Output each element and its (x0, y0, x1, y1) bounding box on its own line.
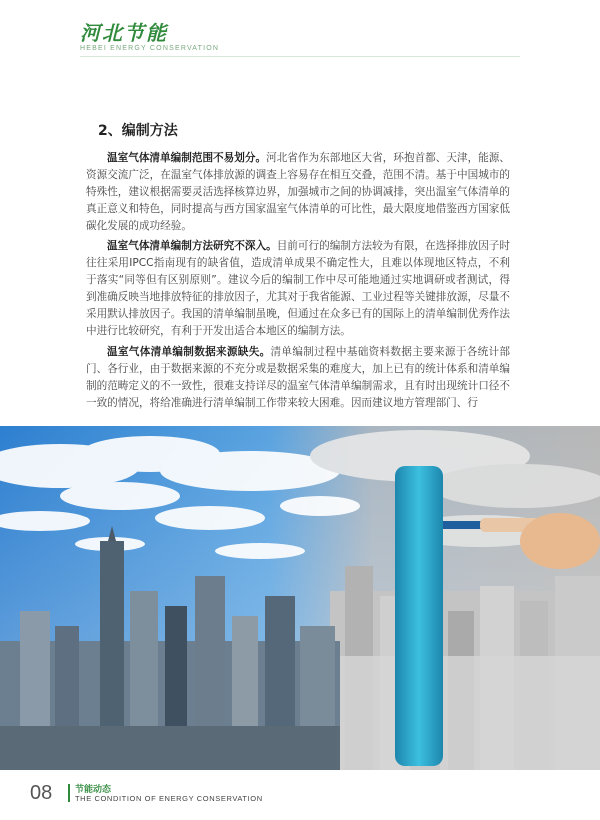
header (80, 22, 219, 52)
paragraph-scope (86, 150, 510, 235)
section-title: 2、编制方法 (98, 123, 178, 139)
photo-illustration (0, 426, 600, 770)
paragraph-lead: 温室气体清单编制数据来源缺失。 (107, 346, 271, 358)
paragraph-method (86, 238, 510, 341)
logo-subtitle: HEBEI ENERGY CONSERVATION (80, 45, 220, 52)
footer-column-subtitle: THE CONDITION OF ENERGY CONSERVATION (75, 794, 263, 803)
header-divider (80, 56, 520, 57)
paragraph-data-source (86, 344, 510, 412)
page-number: 08 (30, 782, 53, 804)
paragraph-body: 河北省作为东部地区大省，环抱首都、天津，能源、资源交流广泛，在温室气体排放源的调查上容易存在相互交叠，范围不清。基于中国城市的特殊性，建议根据需要灵活选择核算边界，加强城市之间的协调减排，突出温室气体清单的真正意义和特色，同时提高与西方国家温室气体清单的可比性，最大限度地借鉴西方国家低碳化发展的成功经验。 (86, 152, 511, 233)
footer-column-title: 节能动态 (75, 785, 112, 795)
grey-city (300, 566, 600, 770)
city-roller-photo (0, 426, 600, 770)
paragraph-lead: 温室气体清单编制方法研究不深入。 (107, 240, 277, 252)
logo-title: 河北节能 (80, 21, 168, 45)
footer-divider (68, 784, 70, 802)
paragraph-body: 目前可行的编制方法较为有限，在选择排放因子时往往采用IPCC指南现有的缺省值，造成清单成果不确定性大，且难以体现地区特点，不利于落实“同等但有区别原则”。建议今后的编制工作中尽可能地通过实地调研或者测试，得到准确反映当地排放特征的排放因子，尤其对于我省能源、工业过程等关键排放源，尽量不采用默认排放因子。我国的清单编制虽晚，但通过在众多已有的国际上的清单编制优秀作法中进行比较研究，有利于开发出适合本地区的编制方法。 (86, 240, 510, 338)
paragraph-lead: 温室气体清单编制范围不易划分。 (107, 152, 267, 164)
paragraph-body: 清单编制过程中基础资料数据主要来源于各统计部门、各行业，由于数据来源的不充分或是数据采集的难度大，加上已有的统计体系和清单编制的范畴定义的不一致性，很难支持详尽的温室气体清单编制需求，且有时出现统计口径不一致的情况，将给准确进行清单编制工作带来较大困难。因而建议地方管理部门、行 (86, 346, 511, 410)
